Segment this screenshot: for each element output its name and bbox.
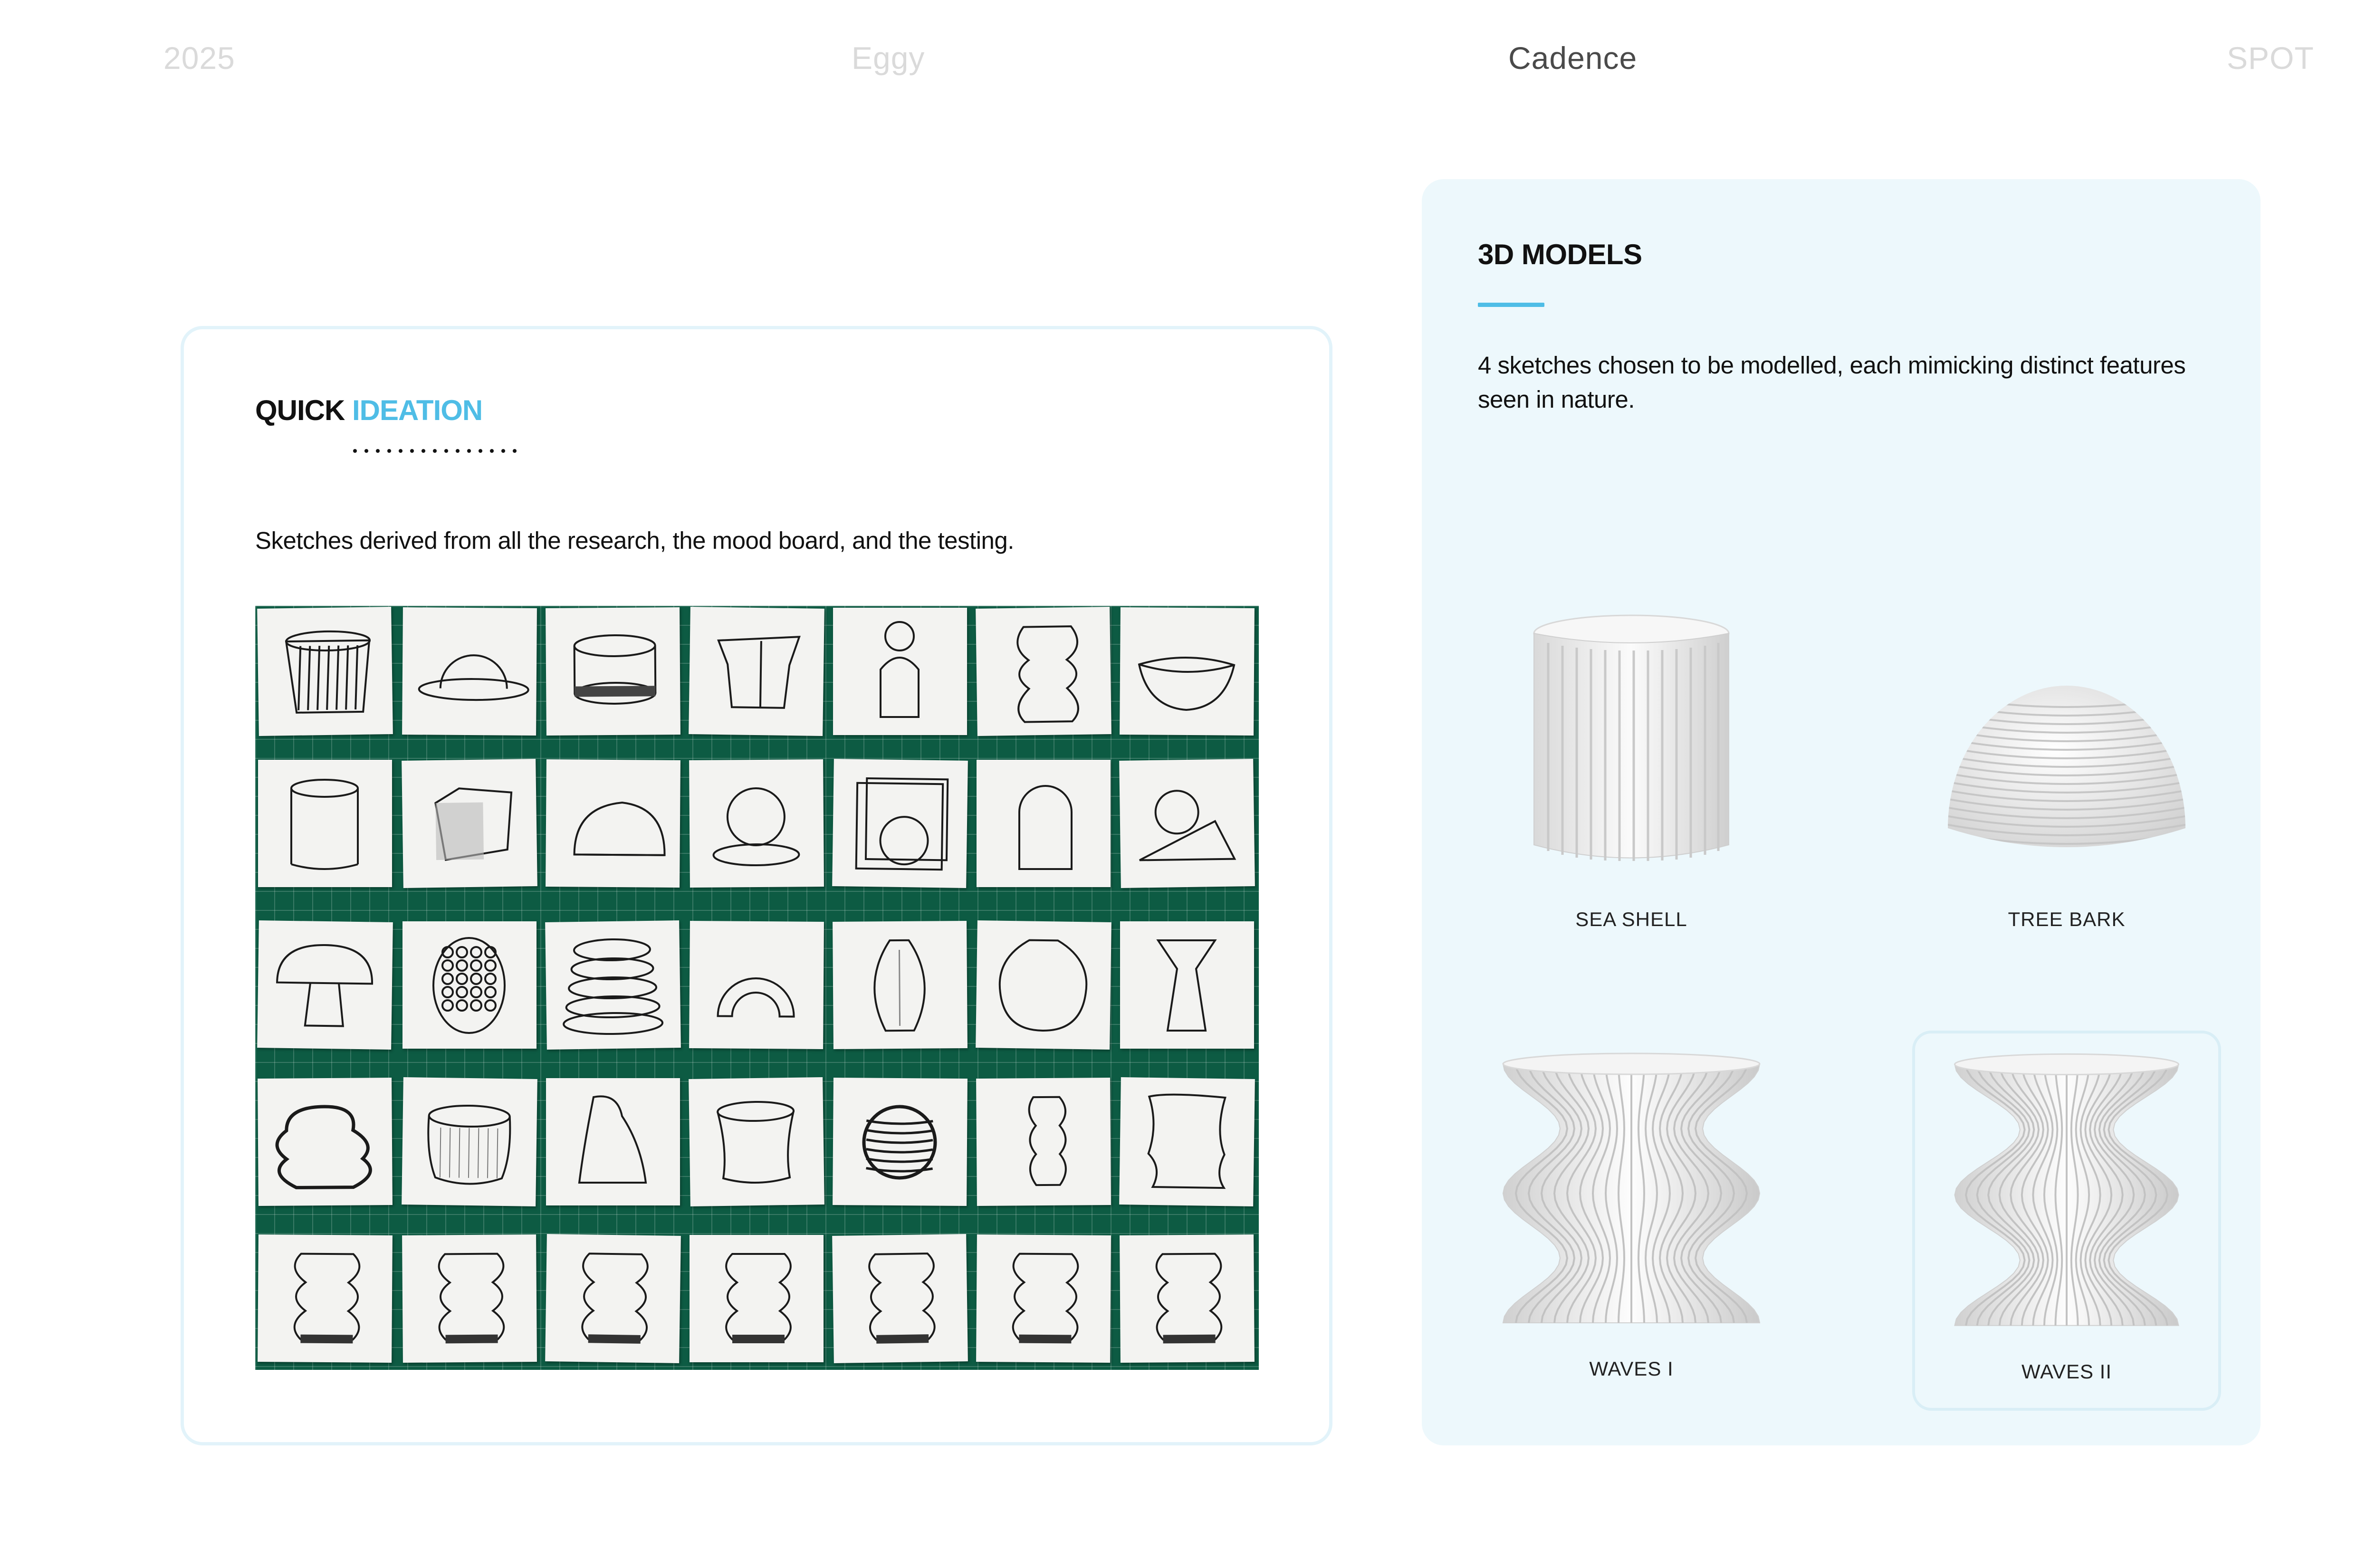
sketch-card-sphere-striped (833, 1078, 968, 1206)
sketch-card-wavy-vase (832, 1234, 968, 1363)
ideation-description: Sketches derived from all the research, the mood board, and the testing. (255, 527, 1014, 554)
sketch-card-frame-sphere (832, 759, 968, 888)
sketch-card-wavy-vase (1120, 1234, 1255, 1363)
dotted-divider (349, 448, 520, 454)
sketch-card-cylinder (258, 760, 392, 887)
sketch-card-wavy-vase (258, 1234, 393, 1363)
nav-spot[interactable]: SPOT (2227, 40, 2314, 76)
sketch-card-peg-figure (833, 608, 967, 735)
sketch-card-wavy-vase (402, 1234, 537, 1363)
sketch-card-sphere-on-base (689, 759, 824, 888)
model-card-waves-i[interactable] (1477, 1031, 1786, 1411)
sketch-card-drum (546, 607, 680, 736)
waves-i-model-image (1477, 1031, 1786, 1344)
sketch-card-vase-oval (833, 921, 968, 1049)
sketch-card-dome-on-disc (402, 607, 537, 736)
sketch-wall-image (255, 606, 1259, 1370)
sketch-card-cup-faceted (689, 607, 824, 736)
sketch-card-arch (689, 921, 824, 1049)
models-panel (1422, 179, 2261, 1445)
sketch-card-wavy-vase (976, 1234, 1111, 1363)
model-card-tree-bark[interactable] (1912, 581, 2221, 961)
waves-ii-model-image (1915, 1033, 2218, 1347)
sketch-card-barrel (689, 1077, 824, 1206)
tree-bark-model-image (1912, 581, 2221, 895)
sketch-card-wavy-column (976, 1078, 1111, 1206)
sketch-card-rock (546, 1078, 680, 1205)
sketch-card-hourglass-vase (1120, 921, 1254, 1049)
sea-shell-label: SEA SHELL (1575, 908, 1687, 930)
sea-shell-model-image (1477, 581, 1786, 895)
sketch-card-wavy-vase (690, 1235, 824, 1362)
title-word-quick: QUICK (255, 394, 345, 426)
sketch-card-capsule (977, 760, 1111, 887)
nav-eggy[interactable]: Eggy (852, 40, 925, 76)
waves-ii-label: WAVES II (1915, 1360, 2218, 1383)
sketch-card-ribbed-cylinder (257, 607, 393, 736)
models-description: 4 sketches chosen to be modelled, each mimicking distinct features seen in nature. (1478, 352, 2186, 413)
models-title: 3D MODELS (1478, 239, 1642, 270)
quick-ideation-card (181, 326, 1332, 1445)
sketch-card-stacked-stones (545, 920, 681, 1050)
sketch-card-mushroom (257, 920, 393, 1050)
waves-i-label: WAVES I (1589, 1358, 1674, 1380)
sketch-card-drum-ribbed (402, 1077, 537, 1206)
nav-cadence[interactable]: Cadence (1508, 40, 1638, 76)
quick-ideation-title (255, 394, 482, 427)
models-title-underline (1478, 303, 1544, 307)
sketch-card-block-cube (402, 759, 537, 888)
sketch-card-ball-ramp (1119, 759, 1255, 888)
sketch-card-dome (546, 759, 680, 888)
sketch-card-wavy-vase (545, 1234, 681, 1363)
tree-bark-label: TREE BARK (2008, 908, 2126, 930)
model-card-waves-ii[interactable] (1912, 1031, 2221, 1411)
sketch-card-stack-wavy (976, 607, 1111, 736)
sketch-card-stack-blob (258, 1078, 393, 1206)
sketch-card-wavy-block (1119, 1077, 1255, 1206)
title-word-ideation: IDEATION (352, 394, 483, 426)
sketch-card-bowl (1120, 607, 1255, 736)
nav-2025[interactable]: 2025 (163, 40, 235, 76)
model-card-sea-shell[interactable] (1477, 581, 1786, 961)
sketch-card-vase-round (976, 920, 1111, 1050)
sketch-card-oval-dotted (402, 921, 537, 1049)
